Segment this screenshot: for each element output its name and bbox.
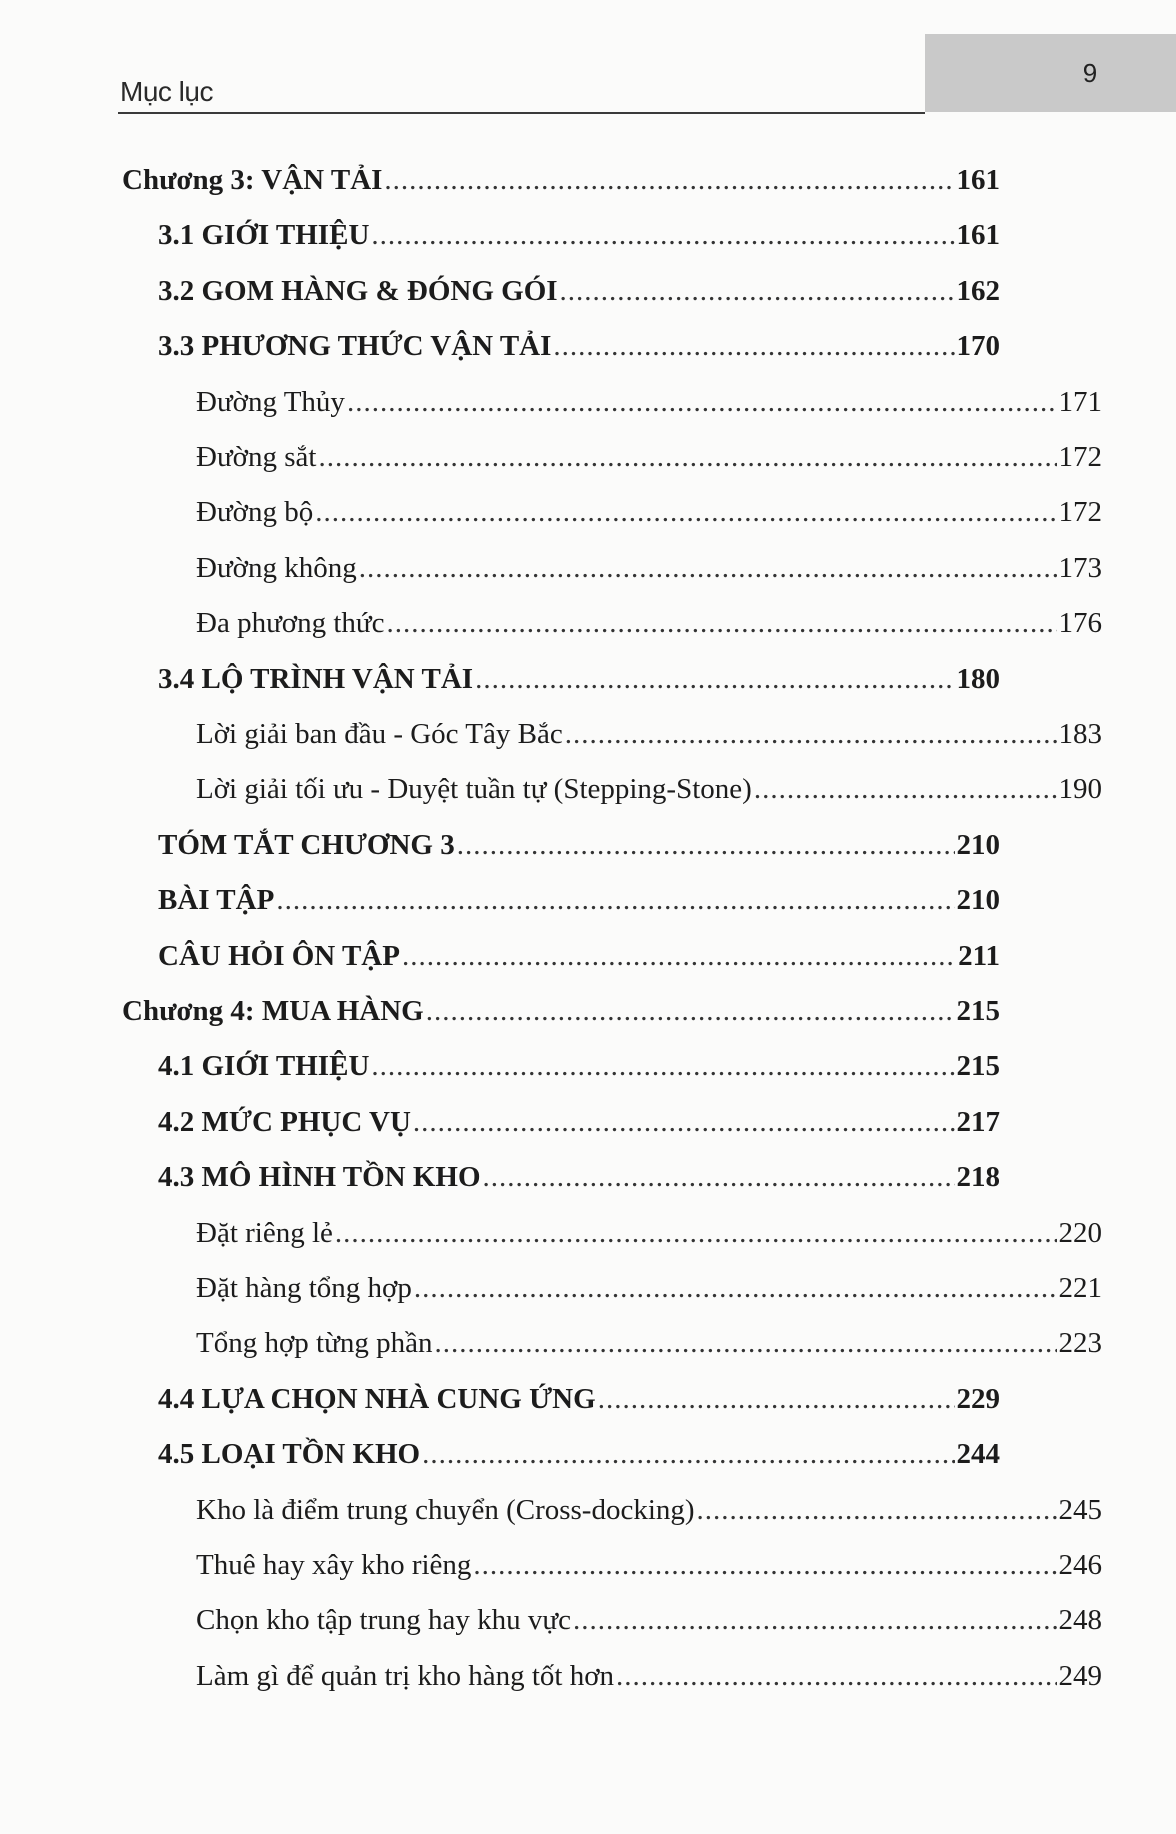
toc-entry-page: 180 <box>956 662 1000 695</box>
toc-entry-page: 210 <box>956 828 1000 861</box>
toc-entry-page: 220 <box>1058 1216 1102 1249</box>
toc-entry-page: 173 <box>1058 551 1102 584</box>
toc-entry[interactable] <box>196 1490 1102 1530</box>
toc-entry-page: 172 <box>1058 441 1102 473</box>
toc-entry-page: 223 <box>1058 1327 1102 1360</box>
toc-entry-title: Làm gì để quản trị kho hàng tốt hơn <box>196 1659 615 1692</box>
toc-entry-page: 217 <box>956 1105 1000 1138</box>
toc-entry[interactable] <box>158 1102 1000 1142</box>
page-number-tab <box>925 34 1176 112</box>
toc-entry[interactable] <box>196 769 1102 809</box>
toc-entry-title: 3.4 LỘ TRÌNH VẬN TẢI <box>158 662 474 695</box>
toc-dot-leader <box>598 1379 955 1419</box>
toc-entry-title: 4.3 MÔ HÌNH TỒN KHO <box>158 1161 481 1194</box>
toc-entry[interactable] <box>196 1213 1102 1253</box>
toc-dot-leader <box>359 548 1057 588</box>
running-header-title: Mục lục <box>120 76 213 107</box>
toc-entry[interactable] <box>158 271 1000 311</box>
toc-dot-leader <box>387 603 1057 643</box>
toc-entry-title: Đặt riêng lẻ <box>196 1216 333 1249</box>
toc-entry[interactable] <box>158 880 1000 920</box>
toc-entry-page: 215 <box>956 1050 1000 1083</box>
toc-entry-title: 4.2 MỨC PHỤC VỤ <box>158 1105 411 1138</box>
toc-entry[interactable] <box>196 548 1102 588</box>
toc-dot-leader <box>276 880 954 920</box>
toc-entry[interactable] <box>158 1379 1000 1419</box>
toc-entry-page: 211 <box>958 939 1000 972</box>
toc-entry-page: 161 <box>956 164 1000 196</box>
toc-entry-title: Đặt hàng tổng hợp <box>196 1272 412 1304</box>
toc-entry[interactable] <box>158 1434 1000 1474</box>
toc-dot-leader <box>754 769 1057 809</box>
toc-entry-title: Đường sắt <box>196 441 317 473</box>
toc-entry-page: 245 <box>1058 1493 1102 1526</box>
toc-dot-leader <box>315 492 1056 532</box>
toc-dot-leader <box>426 991 955 1031</box>
toc-entry[interactable] <box>196 437 1102 477</box>
toc-entry-page: 176 <box>1058 607 1102 640</box>
toc-entry[interactable] <box>158 659 1000 699</box>
toc-entry[interactable] <box>196 714 1102 754</box>
toc-entry-title: Tổng hợp từng phần <box>196 1327 433 1360</box>
toc-entry-title: Đường bộ <box>196 496 314 529</box>
toc-entry[interactable] <box>196 492 1102 532</box>
toc-entry-title: Đa phương thức <box>196 607 385 640</box>
toc-dot-leader <box>473 1545 1056 1585</box>
toc-entry[interactable] <box>158 1157 1000 1197</box>
toc-dot-leader <box>402 936 956 976</box>
toc-dot-leader <box>384 160 954 200</box>
toc-entry-page: 244 <box>956 1438 1000 1471</box>
toc-entry-title: Chương 4: MUA HÀNG <box>122 995 424 1027</box>
toc-entry[interactable] <box>196 382 1102 422</box>
toc-entry-title: 3.1 GIỚI THIỆU <box>158 219 370 252</box>
toc-dot-leader <box>573 1600 1057 1640</box>
toc-dot-leader <box>616 1656 1056 1696</box>
toc-entry[interactable] <box>158 326 1000 366</box>
toc-entry-title: 4.4 LỰA CHỌN NHÀ CUNG ỨNG <box>158 1382 596 1415</box>
toc-entry-title: Kho là điểm trung chuyển (Cross-docking) <box>196 1493 695 1526</box>
toc-entry-title: 4.1 GIỚI THIỆU <box>158 1050 370 1083</box>
toc-entry[interactable] <box>196 1600 1102 1640</box>
toc-entry[interactable] <box>158 936 1000 976</box>
toc-entry[interactable] <box>196 1323 1102 1363</box>
toc-entry-page: 190 <box>1058 773 1102 806</box>
toc-entry-title: Đường Thủy <box>196 385 345 418</box>
toc-entry-page: 249 <box>1058 1659 1102 1692</box>
toc-entry[interactable] <box>122 991 1000 1031</box>
toc-dot-leader <box>318 437 1056 477</box>
toc-dot-leader <box>347 382 1057 422</box>
toc-entry-page: 210 <box>956 884 1000 917</box>
page-number: 9 <box>1082 58 1098 88</box>
toc-entry[interactable] <box>158 215 1000 255</box>
toc-entry[interactable] <box>158 825 1000 865</box>
toc-entry-title: TÓM TẮT CHƯƠNG 3 <box>158 828 455 861</box>
toc-entry-page: 215 <box>956 995 1000 1027</box>
toc-dot-leader <box>371 1046 954 1086</box>
toc-dot-leader <box>553 326 954 366</box>
toc-entry[interactable] <box>196 1545 1102 1585</box>
toc-entry-page: 162 <box>956 274 1000 307</box>
toc-entry-page: 170 <box>956 330 1000 363</box>
toc-dot-leader <box>434 1323 1056 1363</box>
toc-entry-title: 4.5 LOẠI TỒN KHO <box>158 1438 421 1471</box>
toc-dot-leader <box>371 215 954 255</box>
toc-entry-title: Chọn kho tập trung hay khu vực <box>196 1604 571 1637</box>
toc-dot-leader <box>560 271 955 311</box>
toc-entry[interactable] <box>122 160 1000 200</box>
toc-dot-leader <box>335 1213 1057 1253</box>
toc-entry-page: 183 <box>1058 718 1102 750</box>
toc-entry-page: 229 <box>956 1382 1000 1415</box>
toc-entry[interactable] <box>196 1656 1102 1696</box>
toc-entry-page: 248 <box>1058 1604 1102 1637</box>
toc-entry[interactable] <box>158 1046 1000 1086</box>
toc-entry-title: Chương 3: VẬN TẢI <box>122 164 383 196</box>
toc-entry-page: 161 <box>956 219 1000 252</box>
toc-dot-leader <box>414 1268 1057 1308</box>
toc-entry-title: BÀI TẬP <box>158 884 275 917</box>
toc-entry-title: Thuê hay xây kho riêng <box>196 1549 472 1581</box>
toc-entry[interactable] <box>196 603 1102 643</box>
header-rule <box>118 112 925 114</box>
toc-entry-page: 246 <box>1058 1549 1102 1581</box>
toc-entry-page: 221 <box>1058 1272 1102 1304</box>
toc-dot-leader <box>565 714 1057 754</box>
toc-dot-leader <box>457 825 955 865</box>
toc-entry-title: CÂU HỎI ÔN TẬP <box>158 939 400 972</box>
toc-dot-leader <box>475 659 954 699</box>
toc-entry-page: 218 <box>956 1161 1000 1194</box>
toc-entry-page: 172 <box>1058 496 1102 529</box>
toc-dot-leader <box>422 1434 954 1474</box>
toc-dot-leader <box>413 1102 955 1142</box>
toc-entry-title: 3.3 PHƯƠNG THỨC VẬN TẢI <box>158 330 552 363</box>
toc-dot-leader <box>697 1490 1057 1530</box>
toc-entry-title: Đường không <box>196 551 357 584</box>
toc-entry-title: Lời giải tối ưu - Duyệt tuần tự (Stepping-Stone) <box>196 773 752 806</box>
toc-entry-title: 3.2 GOM HÀNG & ĐÓNG GÓI <box>158 274 558 307</box>
toc-entry-title: Lời giải ban đầu - Góc Tây Bắc <box>196 718 563 750</box>
toc-entry-page: 171 <box>1058 385 1102 418</box>
toc-entry[interactable] <box>196 1268 1102 1308</box>
toc-dot-leader <box>483 1157 955 1197</box>
